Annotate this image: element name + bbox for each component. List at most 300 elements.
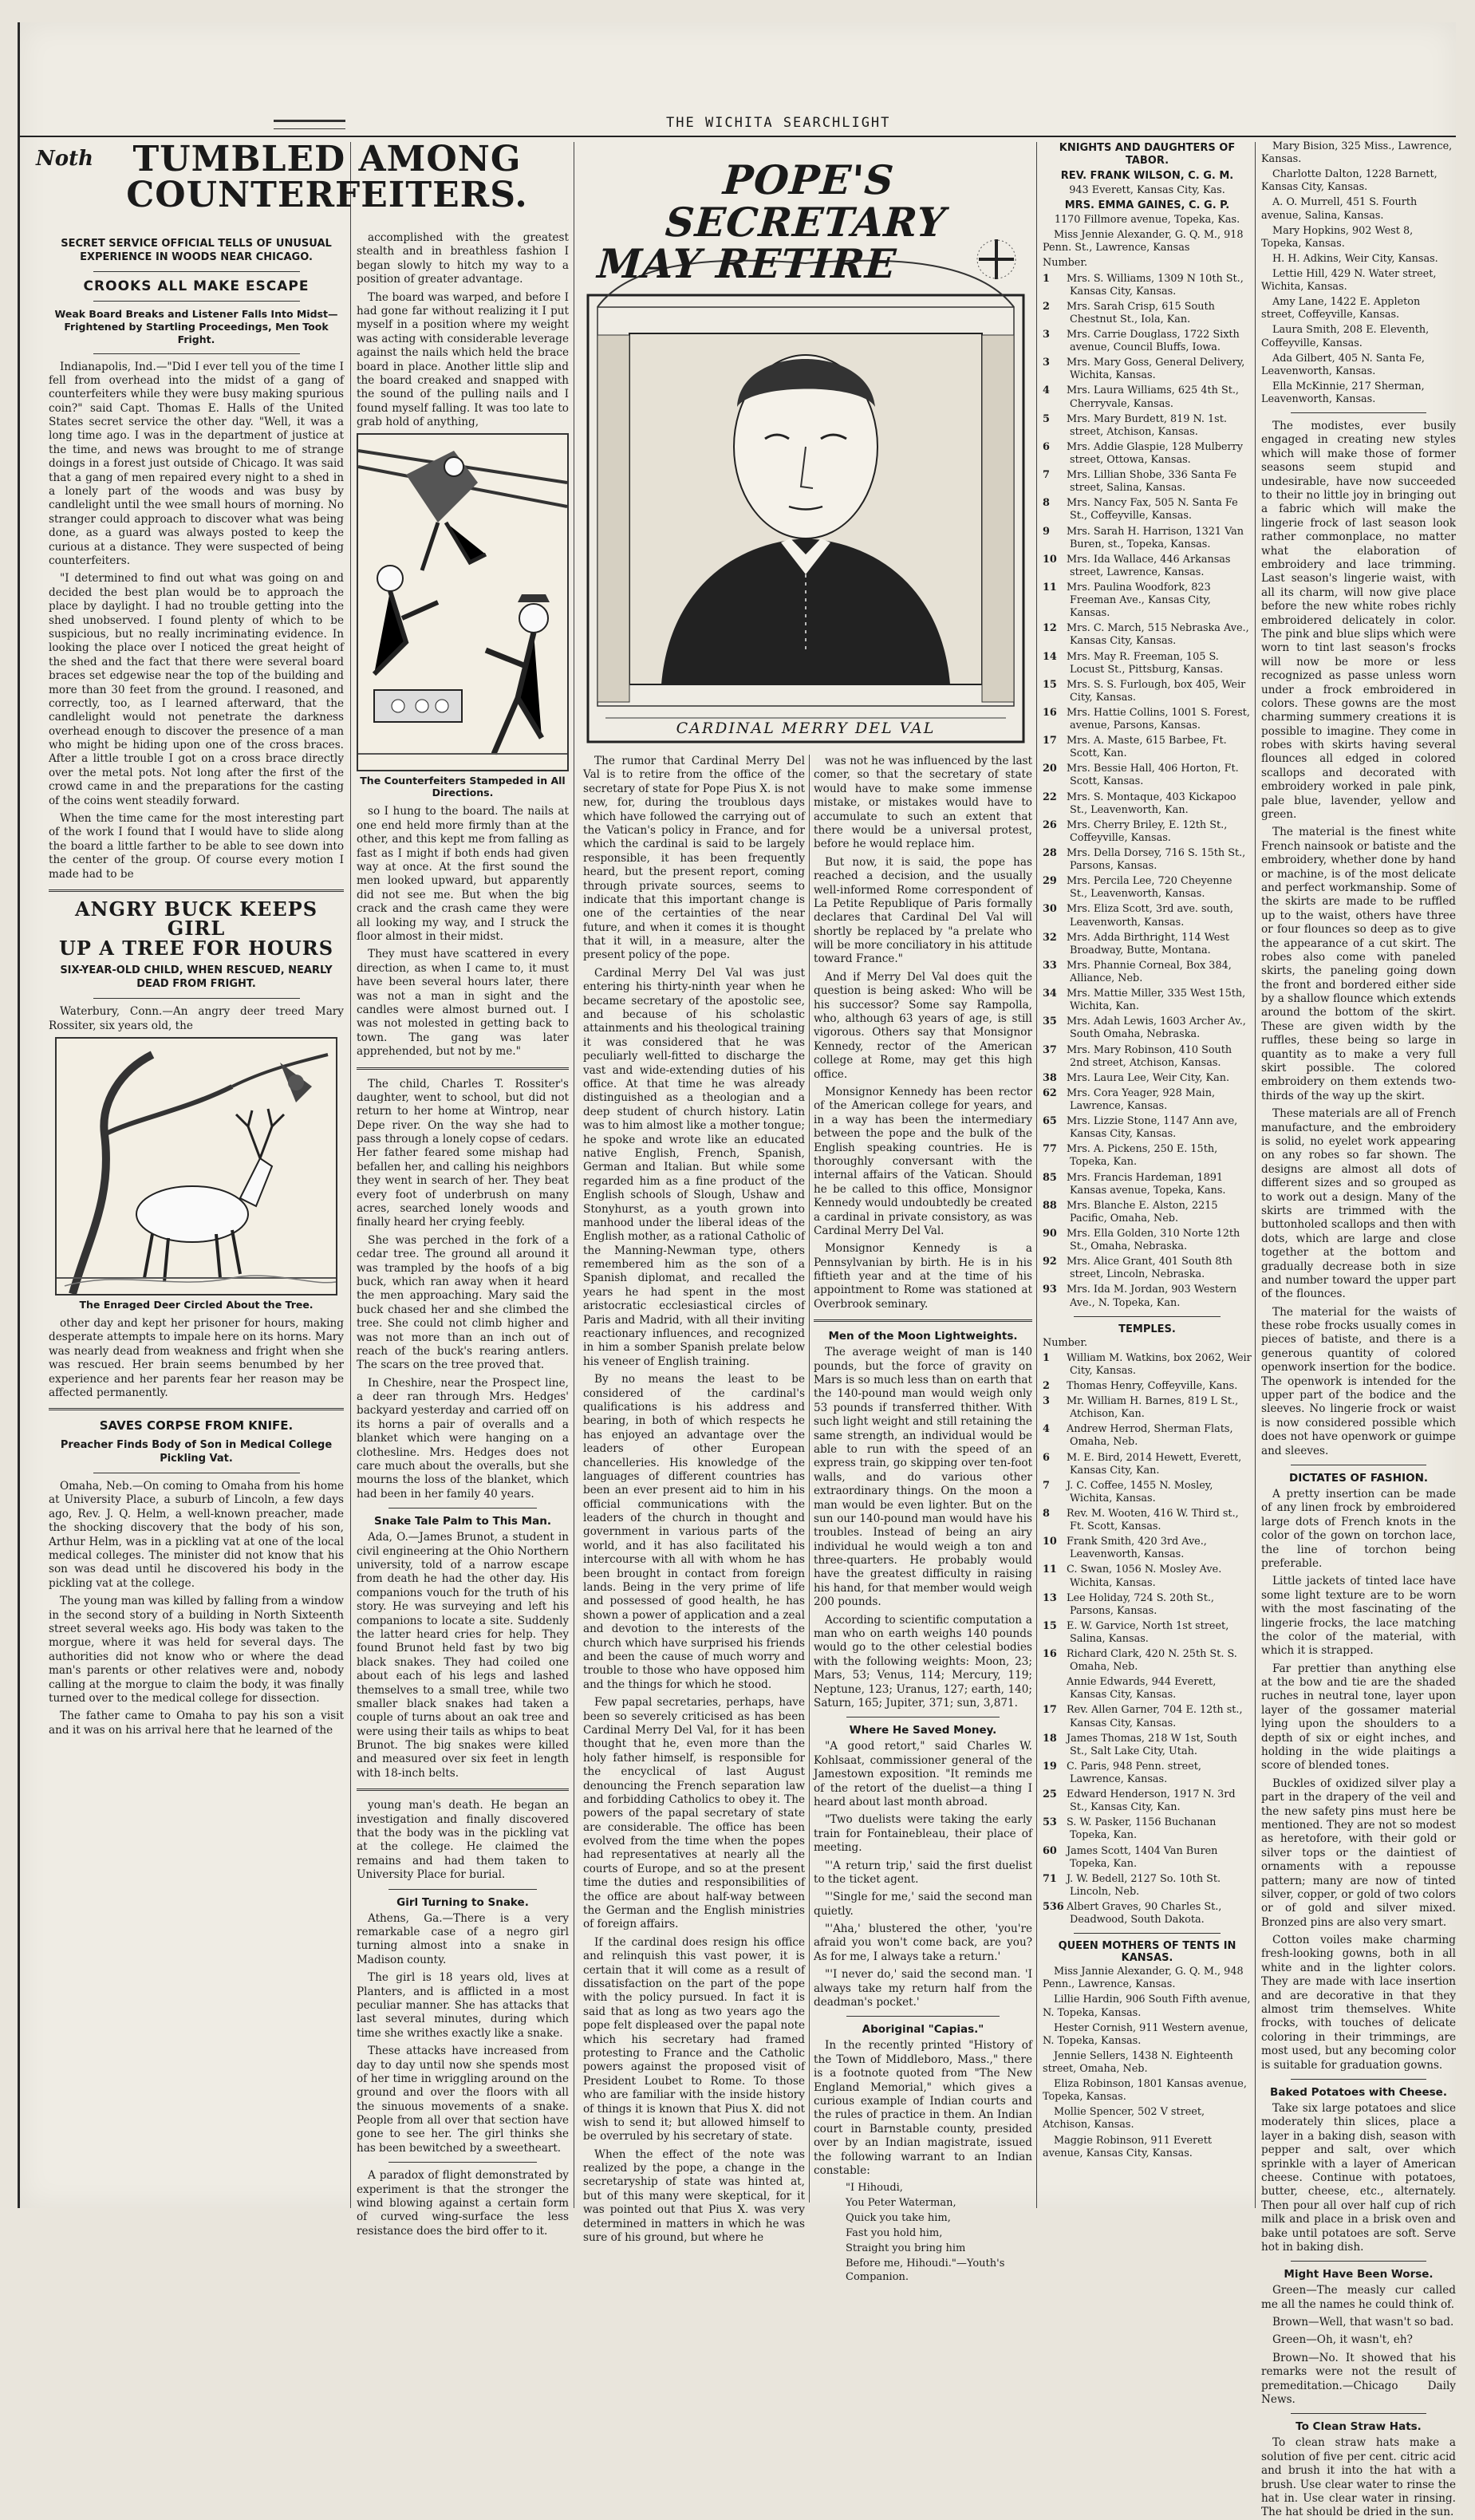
paragraph: "'Aha,' blustered the other, 'you're afraid you won't come back, are you? As for me, I always take a return.' [814,1923,1032,1963]
list-item-text: Mrs. Nancy Fax, 505 N. Santa Fe St., Coffeyville, Kansas. [1067,497,1238,523]
list-item-text: Mrs. Francis Hardeman, 1891 Kansas avenue, Topeka, Kans. [1067,1171,1226,1197]
list-item: Mary Bision, 325 Miss., Lawrence, Kansas. [1261,140,1453,166]
list-item-text: Mrs. Carrie Douglass, 1722 Sixth avenue, Council Bluffs, Iowa. [1067,328,1240,354]
paragraph: "'I never do,' said the second man. 'I always take my return half from the deadman's pocket.' [814,1968,1032,2009]
list-item [1043,1044,1252,1070]
feature-column-left [583,755,805,2245]
list-item-number: 17 [1043,1704,1057,1717]
list-item: Charlotte Dalton, 1228 Barnett, Kansas City, Kansas. [1261,168,1438,194]
list-item [1043,1845,1252,1871]
list-item-number: 35 [1043,1015,1057,1028]
paragraph: "'Single for me,' said the second man quietly. [814,1891,1032,1918]
paragraph: Waterbury, Conn.—An angry deer treed Mary Rossiter, six years old, the [49,1005,344,1032]
list-item [1043,1115,1252,1141]
paragraph: young man's death. He began an investigation and finally discovered that the body was in the pickling vat at the college. He claimed the remains and had them taken to University Place for burial. [357,1799,569,1882]
temples-headline: TEMPLES. [1118,1323,1176,1335]
list-item [1043,1620,1252,1646]
list-item-number: 16 [1043,1648,1057,1661]
list-item-number: 8 [1043,1507,1050,1520]
list-item [1043,1564,1252,1589]
list-item-number: 536 [1043,1901,1064,1914]
story-deck-2: Weak Board Breaks and Listener Falls Into Midst—Frightened by Startling Proceedings, Men Took Fright. [54,307,338,346]
paragraph: In Cheshire, near the Prospect line, a deer ran through Mrs. Hedges' backyard yesterday and carried off on its horns a pair of overalls and a blanket which were hanging on a clothesline. Mrs. Hedges does not care much about the overalls, but she mourns the loss of the blanket, which had been in her family 40 years. [357,1376,569,1501]
capias-headline: Aboriginal "Capias." [862,2023,984,2037]
paragraph: The young man was killed by falling from a window in the second story of a building in North Sixteenth street several weeks ago. His body was taken to the morgue, where it was held for several days. The authorities did not know who or where the dead man's parents or other relatives were and, nobody calling at the morgue to claim the body, it was finally turned over to the medical college for dissection. [49,1595,344,1705]
list-item-number: 11 [1043,581,1057,594]
divider [1291,2413,1427,2414]
list-item: H. H. Adkins, Weir City, Kansas. [1272,252,1438,265]
list-item-number: 65 [1043,1115,1057,1128]
list-item-number: 4 [1043,385,1050,397]
paragraph: But now, it is said, the pope has reached a decision, and the usually well-informed Rome correspondent of La Petite Republique of Paris formally declares that Cardinal Del Val will shortly be replaced by "a prelate who will be more conciliatory in his attitude toward France." [814,855,1032,966]
list-item-text: Mrs. Alice Grant, 401 South 8th street, Lincoln, Nebraska. [1067,1256,1232,1281]
divider [1291,412,1427,413]
list-item: Laura Smith, 208 E. Eleventh, Coffeyville, Kansas. [1261,324,1430,349]
story-separator [49,1408,344,1410]
list-item-number: 8 [1043,497,1050,510]
divider [1291,2079,1427,2080]
list-item [1043,932,1252,957]
list-item-text: Mrs. Lizzie Stone, 1147 Ann ave, Kansas City, Kansas. [1067,1115,1238,1141]
list-item-number: 88 [1043,1199,1057,1212]
paragraph: The material for the waists of these robe frocks usually comes in pieces of batiste, and there is a generous quantity of colored openwork insertion for the bodice. The openwork is intended for the upper part of the bodice and the sleeves. No lingerie frock or waist is now considered possible which does not have openwork or guimpe and sleeves. [1261,1305,1456,1457]
poem-line: Straight you bring him [846,2242,966,2254]
counterfeiters-caption: The Counterfeiters Stampeded in All Directions. [360,775,566,799]
list-item-number: 6 [1043,440,1050,453]
story-separator [357,1067,569,1070]
paragraph: "Two duelists were taking the early train for Fontainebleau, their place of meeting. [814,1813,1032,1855]
list-item-number: 2 [1043,300,1050,313]
list-item [1043,735,1252,760]
list-item-number: 11 [1043,1564,1057,1576]
paragraph: Little jackets of tinted lace have some light texture are to be worn with the most fascinating of the lingerie frocks, the lace matching the color of the material, with which it is strapped. [1261,1575,1456,1658]
officer-line: Miss Jennie Alexander, G. Q. M., 918 Penn. St., Lawrence, Kansas [1043,229,1244,254]
list-item-text: Mrs. Adah Lewis, 1603 Archer Av., South Omaha, Nebraska. [1067,1015,1246,1041]
paragraph: Take six large potatoes and slice moderately thin slices, place a layer in a baking dish, season with pepper and salt, over which sprinkle with a layer of American cheese. Continue with potatoes, butter, cheese, etc., alternately. Then pour all over half cup of rich milk and place in a brisk oven and bake until potatoes are soft. Serve hot in baking dish. [1261,2102,1456,2254]
list-item-number: 30 [1043,903,1057,916]
list-item-text: Mrs. Ella Golden, 310 Norte 12th St., Omaha, Nebraska. [1067,1227,1240,1253]
list-item-number: 20 [1043,763,1057,775]
list-item-text: Rev. M. Wooten, 416 W. Third st., Ft. Scott, Kansas. [1067,1507,1239,1533]
list-item [1043,301,1252,326]
paragraph: A pretty insertion can be made of any linen frock by embroidered large dots of French knots in the color of the gown on torchon lace, the line of torchon being preferable. [1261,1487,1456,1570]
list-item-number: 28 [1043,847,1057,860]
list-item-text: Mr. William H. Barnes, 819 L St., Atchison, Kan. [1067,1395,1239,1421]
list-item-number: 12 [1043,622,1057,635]
paragraph: Indianapolis, Ind.—"Did I ever tell you of the time I fell from overhead into the midst of a gang of counterfeiters while they were busy making spurious coin?" said Capt. Thomas E. Halls of the United States secret service the other day. "Well, it was a long time ago. I was in the department of justice at the time, and news was brought to me of strange doings in a forest just outside of Chicago. It was said that a gang of men repaired every night to a shed in a lonely part of the woods and was busy by candlelight until the wee small hours of morning. No stranger could approach to discover what was being done, as a guard was always posted to keep the curious at a distance. They were suspected of being counterfeiters. [49,360,344,567]
list-item-number: 16 [1043,706,1057,719]
poem-line: "I Hihoudi, [846,2182,903,2195]
list-item [1043,1072,1252,1085]
feature-title-line-2: MAY RETIRE [595,240,898,287]
list-item-text: Thomas Henry, Coffeyville, Kans. [1067,1379,1238,1392]
list-item: Eliza Robinson, 1801 Kansas avenue, Topeka, Kansas. [1043,2078,1247,2104]
list-item [1043,1592,1252,1618]
list-item [1043,1788,1252,1814]
list-item: Miss Jannie Alexander, G. Q. M., 948 Penn., Lawrence, Kansas. [1043,1966,1244,1991]
list-item [1043,1648,1252,1674]
number-label: Number. [1043,257,1088,270]
list-item-text: Mrs. Sarah H. Harrison, 1321 Van Buren, st., Topeka, Kansas. [1067,525,1244,550]
list-item-text: Mrs. Mary Burdett, 819 N. 1st. street, Atchison, Kansas. [1067,412,1227,438]
paragraph: Far prettier than anything else at the bow and tie are the shaded ruches in neutral tone, layer upon layer of the gossamer material lying upon the shoulders to a depth of six or eight inches, and holding in the wide plaitings a score of blended tones. [1261,1662,1456,1773]
list-item-text: Richard Clark, 420 N. 25th St. S. Omaha, Neb. [1067,1648,1237,1674]
list-item-text: James Thomas, 218 W 1st, South St., Salt Lake City, Utah. [1067,1732,1237,1757]
list-item-text: Mrs. S. S. Furlough, box 405, Weir City, Kansas. [1067,678,1246,704]
paragraph: Monsignor Kennedy has been rector of the American college for years, and in a way has been the intermediary between the pope and the bulk of the English speaking countries. He is thoroughly conversant with the internal affairs of the Vatican. Should he be called to this office, Monsignor Kennedy would undoubtedly be created a cardinal in private consistory, as was Cardinal Merry Del Val. [814,1085,1032,1237]
list-item [1043,1901,1252,1926]
deer-caption: The Enraged Deer Circled About the Tree. [79,1298,314,1311]
paragraph: Cotton voiles make charming fresh-looking gowns, both in all white and in the lighter colors. They are made with lace insertion and are decorative in that they almost trim themselves. White frocks, with touches of delicate coloring in their trimmings, are most used, but any becoming color is suitable for graduation gowns. [1261,1934,1456,2072]
list-item-text: Andrew Herrod, Sherman Flats, Omaha, Neb. [1067,1423,1233,1449]
masthead-title: THE WICHITA SEARCHLIGHT [666,115,891,131]
feature-title [577,156,1034,287]
list-item-number: 18 [1043,1732,1057,1745]
officer-line: 943 Everett, Kansas City, Kas. [1069,183,1225,196]
paragraph: Brown—No. It showed that his remarks were not the result of premeditation.—Chicago Daily News. [1261,2351,1456,2407]
list-item-text: Edward Henderson, 1917 N. 3rd St., Kansas City, Kan. [1067,1788,1236,1814]
list-item [1043,1508,1252,1533]
list-item-number: 37 [1043,1043,1057,1056]
story-separator [49,889,344,892]
list-item [1043,1352,1252,1378]
list-item [1043,679,1252,704]
corner-fragment: Noth [36,147,94,171]
queens-headline: QUEEN MOTHERS OF TENTS IN KANSAS. [1058,1940,1236,1965]
list-item-number: 10 [1043,553,1057,566]
list-item [1043,1536,1252,1561]
paragraph: Green—Oh, it wasn't, eh? [1272,2333,1413,2347]
paragraph: so I hung to the board. The nails at one end held more firmly than at the other, and this kept me from falling as fast as I might if both ends had given way at once. At the first sound the men looked upward, but apparently did not see me. But when the big crack and the crash came they were all looking my way, and I struck the floor almost in their midst. [357,805,569,943]
list-item-text: J. C. Coffee, 1455 N. Mosley, Wichita, Kansas. [1067,1479,1213,1505]
paragraph: The child, Charles T. Rossiter's daughter, went to school, but did not return to her home at Wintrop, near Depe river. On the way she had to pass through a lonely copse of cedars. Her father feared some mishap had befallen her, and calling his neighbors they went in search of her. They beat every foot of underbrush on many acres, searched lonely woods and finally heard her crying feebly. [357,1077,569,1229]
list-item-number: 90 [1043,1227,1057,1240]
list-item-number: 93 [1043,1284,1057,1296]
poem-line: You Peter Waterman, [846,2197,956,2210]
list-item [1043,847,1252,873]
list-item-text: William M. Watkins, box 2062, Weir City, Kansas. [1067,1351,1252,1377]
list-item-number: 32 [1043,931,1057,944]
list-item [1043,622,1252,648]
paragraph: Cardinal Merry Del Val was just entering his thirty-ninth year when he became secretary of the apostolic see, and because of his scholastic attainments and his theological training it was considered that he was peculiarly well-fitted to discharge the vast and wide-extending duties of his office. At that time he was already distinguished as a theologian and a deep student of church history. Latin was to him almost like a mother tongue; he spoke and wrote like an educated native English, French, Spanish, German and Italian. But while some regarded him as a fine product of the English schools of Slough, Ushaw and Stonyhurst, as a youth grown into manhood under the liberal ideas of the English mother, as a rational Catholic of the Manning-Newman type, others remembered him as the son of a Spanish diplomat, and recalled the years he had spent in the most aristocratic ecclesiastical circles of Paris and Madrid, with all their inviting reactionary influences, and recognized in him a somber Spanish prelate below his veneer of English training. [583,966,805,1368]
paragraph: Green—The measly cur called me all the names he could think of. [1261,2284,1456,2311]
paragraph: These attacks have increased from day to day until now she spends most of her time in wriggling around on the ground and over the floors with all the sinuous movements of a snake. People from all over that section have gone to see her. The girl thinks she has been bewitched by a sweetheart. [357,2045,569,2155]
list-item-number: 1 [1043,272,1050,285]
list-item-text: Mrs. Cherry Briley, E. 12th St., Coffeyville, Kansas. [1067,818,1228,844]
list-item [1043,582,1252,620]
pope-secretary-feature [582,144,1030,750]
deer-headline-2: UP A TREE FOR HOURS [58,936,334,960]
divider [846,2016,1000,2017]
list-item [1043,1873,1252,1899]
divider [93,271,300,272]
fashion-headline: DICTATES OF FASHION. [1288,1471,1429,1485]
list-item [1043,988,1252,1013]
column-rule [350,142,351,2208]
portrait-caption: CARDINAL MERRY DEL VAL [676,720,936,737]
list-item-text: M. E. Bird, 2014 Hewett, Everett, Kansas City, Kan. [1067,1451,1242,1477]
list-item-number: 9 [1043,525,1050,538]
divider [93,998,300,999]
temples-list [1043,1352,1252,1926]
paragraph: "A good retort," said Charles W. Kohlsaat, commissioner general of the Jamestown exposition. "It reminds me of the retort of the duelist—a thing I heard about last month abroad. [814,1740,1032,1808]
paragraph: And if Merry Del Val does quit the question is being asked: Who will be his successor? Some say Rampolla, who, although 63 years of age, is still vigorous. Others say that Monsignor Kennedy, rector of the American college at Rome, may get this high office. [814,970,1032,1081]
deer-deck: SIX-YEAR-OLD CHILD, WHEN RESCUED, NEARLY DEAD FROM FRIGHT. [60,964,333,991]
paragraph: When the time came for the most interesting part of the work I found that I would have to slide along the board a little farther to be able to see down into the center of the group. Of course every motion I made had to be [49,812,344,881]
list-item-number: 25 [1043,1788,1057,1801]
list-item-text: Mrs. Laura Lee, Weir City, Kan. [1067,1071,1230,1084]
list-item-text: Mrs. Mary Goss, General Delivery, Wichita, Kansas. [1067,357,1245,382]
list-item-text: Mrs. A. Pickens, 250 E. 15th, Topeka, Kan. [1067,1143,1218,1169]
list-item [1043,1423,1252,1449]
paragraph: According to scientific computation a man who on earth weighs 140 pounds would go to the other celestial bodies with the following weights: Moon, 23; Mars, 53; Venus, 114; Mercury, 119; Neptune, 123; Uranus, 127; earth, 140; Saturn, 165; Jupiter, 371; sun, 3,871. [814,1613,1032,1710]
list-item-text: Mrs. Eliza Scott, 3rd ave. south, Leavenworth, Kansas. [1067,903,1233,929]
column-fashion [1261,140,1456,2519]
paragraph: A paradox of flight demonstrated by experiment is that the stronger the wind blowing against a certain form of curved wing-surface the less resistance does the bird offer to it. [357,2169,569,2238]
list-item-text: Mrs. Hattie Collins, 1001 S. Forest, avenue, Parsons, Kansas. [1067,706,1250,732]
list-item-text: C. Swan, 1056 N. Mosley Ave. Wichita, Kansas. [1067,1564,1222,1589]
list-item [1043,1228,1252,1253]
paragraph: She was perched in the fork of a cedar tree. The ground all around it was trampled by the hoofs of a big buck, which ran away when it heard the men approaching. Mary said the buck chased her and she climbed the tree. She could not climb higher and was not more than an inch out of reach of the buck's rearing antlers. The scars on the tree proved that. [357,1233,569,1372]
list-item [1043,441,1252,467]
poem-line: Quick you take him, [846,2212,951,2225]
list-item-text: Mrs. Adda Birthright, 114 West Broadway, Butte, Montana. [1067,931,1230,956]
list-item [1043,819,1252,845]
enraged-deer-illustration [55,1037,337,1295]
list-item-number: 77 [1043,1143,1057,1156]
column-directory [1043,140,1252,2203]
directory-header-1: KNIGHTS AND DAUGHTERS OF TABOR. [1059,142,1236,168]
paragraph: The material is the finest white French nainsook or batiste and the embroidery, whether done by hand or machine, is of the most delicate and perfect workmanship. Some of the skirts are made to be ruffled up to the waist, others have three or four flounces so deep as to give the appearance of a cut skirt. The robes also come with paneled skirts, the paneling going down the front and bordered either side by a shallow flounce which extends around the bottom of the skirt. These are given width by the ruffles, these being so large in quantity as to make a very full skirt possible. The colored embroidery on them extends two-thirds of the way up the skirt. [1261,826,1456,1102]
list-item [1043,1452,1252,1477]
list-item-number: 17 [1043,735,1057,747]
queens-list [1043,1966,1252,2160]
list-item-number: 3 [1043,357,1050,369]
list-item-number: 60 [1043,1844,1057,1857]
moon-headline: Men of the Moon Lightweights. [828,1330,1018,1343]
corpse-deck: Preacher Finds Body of Son in Medical College Pickling Vat. [60,1439,333,1465]
paragraph: They must have scattered in every direction, as when I came to, it must have been several hours later, there was not a man in sight and the candles were almost burned out. I was not molested in getting back to town. The gang was later apprehended, but not by me." [357,948,569,1059]
paragraph: When the effect of the note was realized by the pope, a change in the secretaryship of state was hinted at, but of this many were skeptical, for it was pointed out that Pius X. was very determined in matters in which he was sure of his ground, but where he [583,2147,805,2245]
list-item-number: 4 [1043,1423,1050,1436]
list-item-number: 14 [1043,650,1057,663]
feature-column-right [814,755,1032,2283]
list-item-text: Mrs. Mattie Miller, 335 West 15th, Wichita, Kan. [1067,988,1246,1013]
list-item [1043,329,1252,354]
list-item [1043,763,1252,788]
column-rule [809,755,810,2203]
list-item [1043,469,1252,495]
column-rule [1036,142,1037,2208]
paragraph: Few papal secretaries, perhaps, have been so severely criticised as has been Cardinal Merry Del Val, for it has been thought that he, even more than the holy father himself, is responsible for the encyclical of last August denouncing the French separation law and forbidding Catholics to obey it. The powers of the papal secretary of state are considerable. The office has been evolved from the time when the popes had representatives at nearly all the courts of Europe, and so at the present time the duties and responsibilities of the office are about half-way between the German and the English ministries of foreign affairs. [583,1696,805,1931]
paragraph: These materials are all of French manufacture, and the embroidery is solid, no eyelet work appearing on any robes so far shown. The designs are almost all dots of different sizes and so grouped as to work out a design. Many of the skirts are trimmed with the buttonholed scallops and then with dots, which are large and close together at the bottom and gradually decrease both in size and number toward the upper part of the flounces. [1261,1107,1456,1301]
divider [388,1889,537,1890]
list-item-text: Mrs. S. Williams, 1309 N 10th St., Kansas City, Kansas. [1067,272,1244,298]
divider [388,2162,537,2163]
story-deck: SECRET SERVICE OFFICIAL TELLS OF UNUSUAL EXPERIENCE IN WOODS NEAR CHICAGO. [61,238,332,263]
officer-line: 1170 Fillmore avenue, Topeka, Kas. [1054,214,1240,227]
list-item-number: 3 [1043,1395,1050,1408]
list-item [1043,1480,1252,1505]
paragraph: The father came to Omaha to pay his son a visit and it was on his arrival here that he learned of the [49,1710,344,1737]
list-item-text: Mrs. Laura Williams, 625 4th St., Cherryvale, Kansas. [1067,385,1240,410]
list-item-text: Mrs. S. Montaque, 403 Kickapoo St., Leavenworth, Kan. [1067,791,1236,816]
list-item-text: Mrs. A. Maste, 615 Barbee, Ft. Scott, Kan. [1067,735,1227,760]
column-1 [49,231,344,2202]
list-item-text: C. Paris, 948 Penn. street, Lawrence, Kansas. [1067,1760,1201,1786]
list-item [1043,526,1252,551]
directory-header-2: REV. FRANK WILSON, C. G. M. [1060,169,1234,182]
list-item-number: 19 [1043,1760,1057,1773]
list-item-number: 7 [1043,469,1050,482]
paragraph: If the cardinal does resign his office and relinquish this vast power, it is certain that it will come as a result of dissatisfaction on the part of the pope with the policy pursued. In fact it is said that as long as two years ago the pope felt displeased over the papal note which his secretary had framed protesting to France and the Catholic powers against the proposed visit of President Loubet to Rome. To those who are familiar with the inside history of things it is known that Pius X. did not wish to send it; but allowed himself to be overruled by his secretary of state. [583,1935,805,2143]
list-item [1043,1015,1252,1041]
list-item [1043,413,1252,439]
list-item [1043,651,1252,676]
counterfeiters-headline-block [36,139,570,215]
money-headline: Where He Saved Money. [849,1724,997,1737]
divider [1074,1316,1220,1317]
list-item [1043,1284,1252,1309]
list-item [1043,1704,1252,1729]
list-item-text: Mrs. Phannie Corneal, Box 384, Alliance, Neb. [1067,959,1232,985]
paragraph: other day and kept her prisoner for hours, making desperate attempts to impale here on its horns. Mary was nearly dead from weakness and fright when she was rescued. Her brain seems benumbed by her experience and her parents fear her reason may be affected permanently. [49,1316,344,1399]
list-item-text: James Scott, 1404 Van Buren Topeka, Kan. [1067,1844,1218,1870]
list-item: Ella McKinnie, 217 Sherman, Leavenworth, Kansas. [1261,380,1425,405]
list-item [1043,385,1252,410]
divider [93,301,300,302]
list-item [1043,1395,1252,1421]
masthead-ornament [274,120,345,129]
divider [93,353,300,354]
paragraph: accomplished with the greatest stealth and in breathless fashion I began slowly to hitch my way to a position of greater advantage. [357,231,569,286]
potato-headline: Baked Potatoes with Cheese. [1270,2086,1447,2099]
masthead [20,112,1456,137]
paragraph: Athens, Ga.—There is a very remarkable case of a negro girl turning almost into a snake in Madison county. [357,1911,569,1966]
list-item-number: 6 [1043,1451,1050,1464]
paragraph: "I determined to find out what was going on and decided the best plan would be to approach the place by daylight. I had no trouble getting into the shed unobserved. I found plenty of which to be suspicious, but no really incriminating evidence. In looking the place over I noticed the great height of the shed and the fact that there were several board braces set edgewise near the top of the building and more than 30 feet from the ground. I reasoned, and correctly, too, as I learned afterward, that the candlelight would not penetrate the darkness overhead enough to discover the presence of a man who might be hiding upon one of the cross braces. After a little trouble I got on a cross brace directly over the metal pots. Not long after the first of the crowd came in and the preparations for the casting of the coins went steadily forward. [49,572,344,807]
list-item-text: Mrs. May R. Freeman, 105 S. Locust St., Pittsburg, Kansas. [1067,650,1224,676]
poem-line: Before me, Hihoudi."—Youth's Companion. [846,2257,1005,2283]
list-item [1043,554,1252,579]
list-item-text: J. W. Bedell, 2127 So. 10th St. Lincoln, Neb. [1067,1872,1221,1898]
number-label: Number. [1043,1336,1088,1349]
list-item-text: Mrs. Addie Glaspie, 128 Mulberry street, Ottowa, Kansas. [1067,440,1243,466]
poem-line: Fast you hold him, [846,2227,943,2239]
list-item [1043,1256,1252,1281]
list-item-number: 38 [1043,1071,1057,1084]
list-item-number: 34 [1043,988,1057,1000]
paragraph: Brown—Well, that wasn't so bad. [1272,2316,1454,2329]
list-item-text: Mrs. C. March, 515 Nebraska Ave., Kansas City, Kansas. [1067,622,1249,648]
list-item [1043,1143,1252,1169]
list-item-number: 2 [1043,1379,1050,1392]
list-item-number: 85 [1043,1171,1057,1184]
paragraph: Monsignor Kennedy is a Pennsylvanian by birth. He is in his fiftieth year and at the time of his appointment to Rome was stationed at Overbrook seminary. [814,1242,1032,1311]
divider [1291,2261,1427,2262]
list-item-text: S. W. Pasker, 1156 Buchanan Topeka, Kan. [1067,1816,1217,1842]
paragraph: In the recently printed "History of the Town of Middleboro, Mass.," there is a footnote quoted from "The New England Memorial," which gives a curious example of Indian courts and the rules of practice in them. An Indian court in Barnstable county, presided over by an Indian magistrate, issued the following warrant to an Indian constable: [814,2039,1032,2177]
list-item-text: Mrs. Percila Lee, 720 Cheyenne St., Leavenworth, Kansas. [1067,875,1232,901]
story-separator [814,1319,1032,1322]
list-item: Hester Cornish, 911 Western avenue, N. Topeka, Kansas. [1043,2021,1248,2047]
list-item-text: Mrs. Cora Yeager, 928 Main, Lawrence, Kansas. [1067,1086,1216,1112]
list-item [1043,357,1252,382]
list-item-text: Frank Smith, 420 3rd Ave., Leavenworth, Kansas. [1067,1536,1207,1561]
list-item [1043,497,1252,523]
list-item-text: Mrs. Paulina Woodfork, 823 Freeman Ave., Kansas City, Kansas. [1067,581,1211,620]
list-item-text: Lee Holiday, 724 S. 20th St., Parsons, Kansas. [1067,1591,1214,1617]
list-item-number: 7 [1043,1479,1050,1492]
paragraph: The girl is 18 years old, lives at Planters, and is afflicted in a most peculiar manner. She has attacks that last several minutes, during which time she writhes exactly like a snake. [357,1971,569,2040]
list-item-number: 22 [1043,791,1057,803]
list-item-text: Mrs. Della Dorsey, 716 S. 15th St., Parsons, Kansas. [1067,847,1246,873]
list-item-number: 13 [1043,1591,1057,1604]
paragraph: The average weight of man is 140 pounds, but the force of gravity on Mars is so much less than on earth that the 140-pound man would weigh only 53 pounds if transferred thither. With such light weight and still retaining the same strength, an individual would be able to run with the speed of an express train, go skipping over ten-foot walls, and do various other extraordinary things. On the moon a man would be even lighter. But on the sun our 140-pound man would have his troubles. Instead of being an airy individual he would weigh a ton and three-quarters. He probably would have the greatest difficulty in raising his hand, for that member would weigh 200 pounds. [814,1346,1032,1609]
list-item [1043,1676,1252,1702]
feature-title-line-1: POPE'S SECRETARY [664,156,948,246]
list-item [1043,1816,1252,1842]
list-item-number: 53 [1043,1816,1057,1829]
list-item-number: 62 [1043,1086,1057,1099]
list-item [1043,1380,1252,1393]
column-2 [357,231,569,2238]
list-item: A. O. Murrell, 451 S. Fourth avenue, Salina, Kansas. [1261,196,1418,222]
list-item: Amy Lane, 1422 E. Appleton street, Coffeyville, Kansas. [1261,296,1421,321]
list-item-number: 3 [1043,328,1050,341]
story-subhead: CROOKS ALL MAKE ESCAPE [83,278,310,294]
paragraph: Ada, O.—James Brunot, a student in civil engineering at the Ohio Northern university, told of a narrow escape from death he had the other day. His companions vouch for the truth of his story. He was surveying and left his companions to locate a site. Suddenly the latter heard cries for help. They found Brunot held fast by two big black snakes. They had coiled one about each of his legs and lashed themselves to a small tree, while two smaller black snakes had taken a couple of turns about an oak tree and were using their tails as whips to beat Brunot. The big snakes were killed and measured over six feet in length with 18-inch belts. [357,1531,569,1780]
list-item-text: Mrs. Lillian Shobe, 336 Santa Fe street, Salina, Kansas. [1067,469,1237,495]
paragraph: Omaha, Neb.—On coming to Omaha from his home at University Place, a suburb of Lincoln, a few days ago, Rev. J. Q. Helm, a well-known preacher, made the shocking discovery that the body of his son, Arthur Helm, was in a pickling vat at one of the local medical colleges. The minister did not know that his son was dead until he discovered his body in the pickling vat at the college. [49,1480,344,1590]
members-list [1043,273,1252,1310]
list-item-number: 15 [1043,678,1057,691]
list-item-number: 1 [1043,1351,1050,1364]
paragraph: Buckles of oxidized silver play a part in the drapery of the veil and the new safety pins must here be mentioned. They are not so modest as heretofore, with their gold or silver tops or the daintiest of ornaments with a repousse pattern; many are now of tinted silver, copper, or gold of two colors or of gold and silver mixed. Bronzed pins are also very smart. [1261,1777,1456,1929]
list-item: Maggie Robinson, 911 Everett avenue, Kansas City, Kansas. [1043,2134,1212,2159]
list-item-text: Mrs. Sarah Crisp, 615 South Chestnut St., Iola, Kan. [1067,300,1215,325]
list-item-number: 29 [1043,875,1057,888]
list-item: Mary Hopkins, 902 West 8, Topeka, Kansas. [1261,224,1414,250]
paragraph: The modistes, ever busily engaged in creating new styles which will make those of former seasons seem stupid and undesirable, have now succeeded to their no little joy in bringing out a fabric which will make the lingerie frock of last season look rather commonplace, no matter what the elaboration of embroidery and lace trimming. Last season's lingerie waist, with all its charm, will now give place before the new white robes richly embroidered delicately in color. The pink and blue slips which were worn to tint last season's frocks will now be more or less recognized as passe unless worn under a frock embroidered in colors. These gowns are the most charming summery creations it is possible to imagine. They come in robes with skirts having several flounces all edged in colored scallops and decorated with embroidery worked in pale pink, pale blue, lavender, yellow and green. [1261,420,1456,822]
list-item-number: 26 [1043,818,1057,831]
list-item-number: 33 [1043,959,1057,972]
list-item: Lettie Hill, 429 N. Water street, Wichita, Kansas. [1261,267,1437,294]
corpse-headline: SAVES CORPSE FROM KNIFE. [99,1418,294,1434]
paragraph: By no means the least to be considered of the cardinal's qualifications is his address and bearing, in both of which respects he has enjoyed an advantage over the leaders of other European chancelleries. His knowledge of the languages of different countries has been an ever present aid to him in his official communications with the leaders of the church in thought and government in various parts of the world, and it has also facilitated his intercourse with all with whom he has been brought in contact from foreign lands. Being in the very prime of life and possessed of good health, he has shown a power of application and a zeal and devotion to the interests of the church which have surprised his friends and been the cause of much worry and trouble to those who have opposed him and the things for which he stood. [583,1373,805,1691]
list-item-text: Mrs. Ida M. Jordan, 903 Western Ave., N. Topeka, Kan. [1067,1284,1237,1309]
list-item-text: Mrs. Bessie Hall, 406 Horton, Ft. Scott, Kansas. [1067,763,1239,788]
list-item [1043,1761,1252,1786]
list-item: Jennie Sellers, 1438 N. Eighteenth street, Omaha, Neb. [1043,2049,1233,2075]
list-item-text: Mrs. Mary Robinson, 410 South 2nd street, Atchison, Kansas. [1067,1043,1232,1069]
newspaper-page [18,22,1456,2519]
list-item [1043,273,1252,298]
list-item-number: 10 [1043,1536,1057,1548]
paragraph: "'A return trip,' said the first duelist to the ticket agent. [814,1859,1032,1886]
list-item: Mollie Spencer, 502 V street, Atchison, Kansas. [1043,2106,1205,2132]
list-item-text: E. W. Garvice, North 1st street, Salina, Kansas. [1067,1619,1229,1645]
list-item [1043,875,1252,901]
deer-headline-1: ANGRY BUCK KEEPS GIRL [74,897,318,941]
headline-line-2: COUNTERFEITERS. [126,174,528,215]
officer-name: MRS. EMMA GAINES, C. G. P. [1064,199,1230,211]
list-item-text: Mrs. Blanche E. Alston, 2215 Pacific, Omaha, Neb. [1067,1199,1218,1225]
list-item [1043,1733,1252,1758]
list-item-text: Mrs. Ida Wallace, 446 Arkansas street, Lawrence, Kansas. [1067,553,1231,578]
list-item [1043,960,1252,985]
list-item-text: Albert Graves, 90 Charles St., Deadwood, South Dakota. [1067,1901,1222,1926]
